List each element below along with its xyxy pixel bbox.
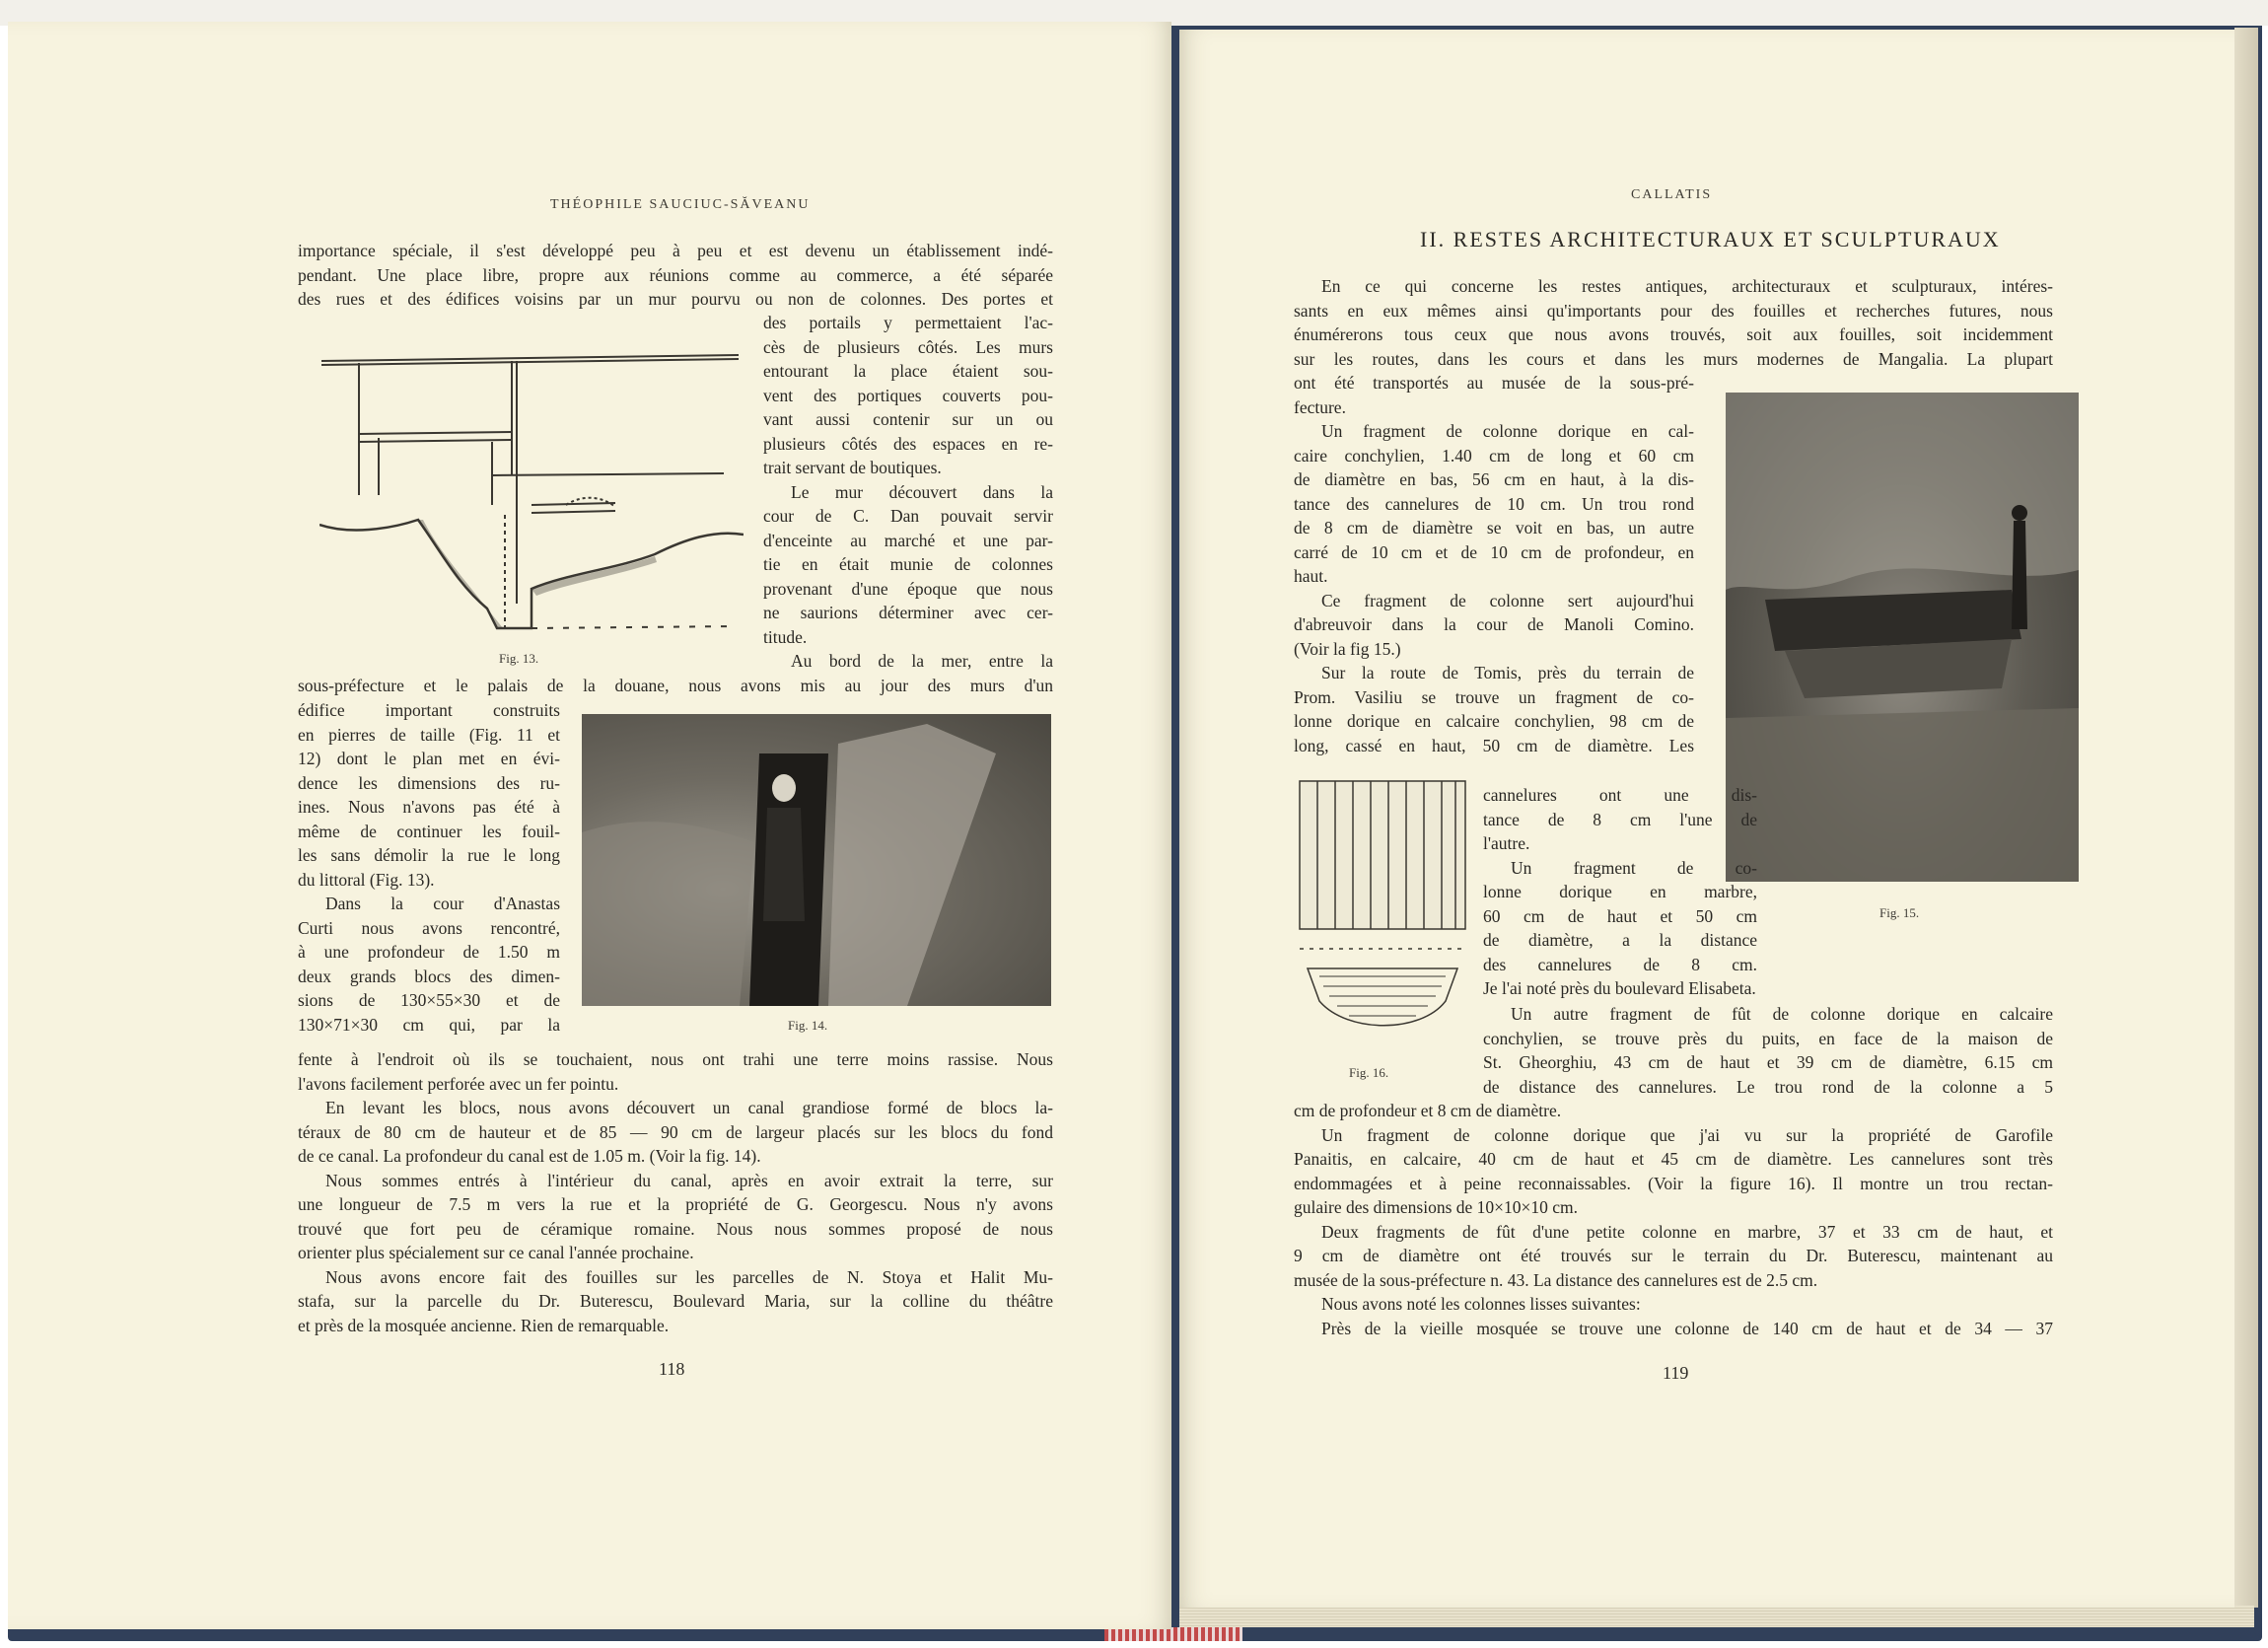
text-line: fente à l'endroit où ils se touchaient, nous ont trahi une terre moins rassise. Nous — [298, 1049, 1053, 1069]
text-line: Près de la vieille mosquée se trouve une colonne de 140 cm de haut et de 34 — 37 — [1321, 1318, 2053, 1338]
text-line: lonne dorique en marbre, — [1483, 882, 1757, 901]
text-line: des portails y permettaient l'ac- — [763, 313, 1053, 332]
text-line: tance des cannelures de 10 cm. Un trou rond — [1294, 493, 1694, 514]
left-top-text — [298, 239, 1053, 312]
text-line: vant aussi contenir sur un ou — [763, 409, 1053, 429]
text-line: Nous avons noté les colonnes lisses suivantes: — [1321, 1294, 1641, 1314]
text-line: à une profondeur de 1.50 m — [298, 942, 560, 962]
text-line: importance spéciale, il s'est développé peu à peu et est devenu un établissement indé- — [298, 241, 1053, 260]
text-line: l'autre. — [1483, 833, 1530, 853]
text-line: l'avons facilement perforée avec un fer pointu. — [298, 1073, 619, 1094]
text-line: téraux de 80 cm de hauteur et de 85 — 90 cm de largeur placés sur les blocs du fond — [298, 1121, 1053, 1142]
text-line: entourant la place étaient sou- — [763, 361, 1053, 381]
text-line: ines. Nous n'avons pas été à — [298, 797, 560, 817]
text-line: St. Gheorghiu, 43 cm de haut et 39 cm de diamètre, 6.15 cm — [1483, 1052, 2053, 1072]
text-line: lonne dorique en calcaire conchylien, 98 cm de — [1294, 711, 1694, 731]
text-line: une longueur de 7.5 m vers la rue et la propriété de G. Georgescu. Nous n'y avons — [298, 1194, 1053, 1214]
text-line: Nous sommes entrés à l'intérieur du canal, après en avoir extrait la terre, sur — [325, 1170, 1053, 1190]
fig15-photo — [1726, 393, 2079, 882]
fig16-column-drawing — [1298, 779, 1470, 1045]
fig15-caption: Fig. 15. — [1879, 905, 1920, 920]
text-line: de diamètre, a la distance — [1483, 930, 1757, 950]
text-line: Un fragment de colonne dorique que j'ai vu sur la propriété de Garofile — [1321, 1124, 2053, 1145]
right-fig16-side-text — [1483, 1002, 2053, 1099]
text-line: des rues et des édifices voisins par un mur pourvu ou non de colonnes. Des portes et — [298, 289, 1053, 309]
fig13-caption: Fig. 13. — [499, 651, 539, 666]
text-line: cour de C. Dan pouvait servir — [763, 506, 1053, 526]
fig14-photo — [582, 714, 1051, 1006]
right-middle-column-text — [1483, 783, 1757, 1001]
text-line: sants en eux mêmes ainsi qu'importants pour des fouilles et recherches futures, nous — [1294, 300, 2053, 321]
text-line: même de continuer les fouil- — [298, 821, 560, 841]
text-line: 9 cm de diamètre ont été trouvés sur le terrain du Dr. Buterescu, maintenant au — [1294, 1246, 2053, 1265]
left-page-number: 118 — [659, 1359, 685, 1379]
right-page-number: 119 — [1663, 1363, 1689, 1383]
text-line: pendant. Une place libre, propre aux réunions comme au commerce, a été séparée — [298, 264, 1053, 285]
text-line: orienter plus spécialement sur ce canal l'année prochaine. — [298, 1243, 694, 1262]
text-line: Deux fragments de fût d'une petite colonne en marbre, 37 et 33 cm de haut, et — [1321, 1221, 2053, 1242]
left-bottom-text — [298, 1047, 1053, 1337]
section-title: II. RESTES ARCHITECTURAUX ET SCULPTURAUX — [1420, 227, 2001, 251]
fig16-caption: Fig. 16. — [1349, 1065, 1389, 1080]
text-line: endommagées et à peine reconnaissables. (Voir la figure 16). Il montre un trou rectan- — [1294, 1173, 2053, 1193]
text-line: caire conchylien, 1.40 cm de long et 60 cm — [1294, 445, 1694, 466]
text-line: de diamètre en bas, 56 cm en haut, à la dis- — [1294, 469, 1694, 489]
text-line: conchylien, se trouve près du puits, en face de la maison de — [1483, 1028, 2053, 1048]
text-line: Panaitis, en calcaire, 40 cm de haut et 45 cm de diamètre. Les cannelures sont très — [1294, 1149, 2053, 1169]
text-line: (Voir la fig 15.) — [1294, 638, 1401, 659]
text-line: trouvé que fort peu de céramique romaine. Nous nous sommes proposé de nous — [298, 1218, 1053, 1239]
text-line: et près de la mosquée ancienne. Rien de remarquable. — [298, 1315, 670, 1335]
text-line: ne saurions déterminer avec cer- — [763, 603, 1053, 622]
right-left-column-text — [1294, 371, 1694, 757]
text-line: Ce fragment de colonne sert aujourd'hui — [1321, 590, 1694, 610]
left-running-head: THÉOPHILE SAUCIUC-SĂVEANU — [550, 197, 811, 212]
text-line: tance de 8 cm l'une de — [1483, 809, 1757, 829]
text-line: provenant d'une époque que nous — [763, 578, 1053, 599]
text-line: de distance des cannelures. Le trou rond de la colonne a 5 — [1483, 1076, 2053, 1097]
text-line: sions de 130×55×30 et de — [298, 990, 560, 1010]
text-line: deux grands blocs des dimen- — [298, 966, 560, 986]
text-line: Un fragment de colonne dorique en cal- — [1321, 421, 1694, 441]
text-line: cannelures ont une dis- — [1483, 785, 1757, 805]
text-line: en pierres de taille (Fig. 11 et — [298, 724, 560, 745]
left-right-column-text — [763, 311, 1053, 674]
text-line: les sans démolir la rue le long — [298, 845, 560, 865]
text-line: Je l'ai noté près du boulevard Elisabeta. — [1483, 978, 1756, 998]
text-line: Sur la route de Tomis, près du terrain de — [1321, 663, 1694, 682]
text-line: édifice important construits — [298, 700, 560, 720]
text-line: fecture. — [1294, 396, 1346, 417]
text-line: Dans la cour d'Anastas — [325, 894, 560, 913]
text-line: Prom. Vasiliu se trouve un fragment de co- — [1294, 686, 1694, 707]
left-left-column-text — [298, 698, 560, 1037]
page-stack-edge — [2234, 28, 2258, 1608]
text-line: long, cassé en haut, 50 cm de diamètre. Les — [1294, 735, 1694, 755]
text-line: plusieurs côtés des espaces en re- — [763, 433, 1053, 454]
text-line: carré de 10 cm et de 10 cm de profondeur, en — [1294, 541, 1694, 562]
left-full-line: sous-préfecture et le palais de la douane, nous avons mis au jour des murs d'un — [298, 676, 1053, 695]
text-line: trait servant de boutiques. — [763, 458, 942, 477]
text-line: énumérerons tous ceux que nous avons trouvés, soit aux fouilles, soit incidemment — [1294, 324, 2053, 344]
text-line: titude. — [763, 626, 808, 647]
text-line: dence les dimensions des ru- — [298, 772, 560, 793]
text-line: En ce qui concerne les restes antiques, architecturaux et sculpturaux, intéres- — [1321, 276, 2053, 296]
left-page — [8, 22, 1171, 1629]
text-line: stafa, sur la parcelle du Dr. Buterescu, Boulevard Maria, sur la colline du théâtre — [298, 1291, 1053, 1311]
text-line: d'abreuvoir dans la cour de Manoli Comino. — [1294, 614, 1694, 634]
text-line: 130×71×30 cm qui, par la — [298, 1014, 560, 1035]
text-line: du littoral (Fig. 13). — [298, 869, 435, 890]
text-line: Nous avons encore fait des fouilles sur les parcelles de N. Stoya et Halit Mu- — [325, 1266, 1053, 1287]
bookmark-ribbon — [1104, 1627, 1242, 1641]
right-page — [1179, 30, 2234, 1608]
text-line: de ce canal. La profondeur du canal est de 1.05 m. (Voir la fig. 14). — [298, 1146, 761, 1166]
text-line: 12) dont le plan met en évi- — [298, 749, 560, 768]
text-line: ont été transportés au musée de la sous-pré- — [1294, 373, 1694, 393]
text-line: cès de plusieurs côtés. Les murs — [763, 336, 1053, 357]
text-line: tie en était munie de colonnes — [763, 554, 1053, 574]
right-intro-text — [1294, 274, 2053, 371]
text-line: sur les routes, dans les cours et dans les murs modernes de Mangalia. La plupart — [1294, 348, 2053, 369]
text-line: d'enceinte au marché et une par- — [763, 530, 1053, 550]
text-line: gulaire des dimensions de 10×10×10 cm. — [1294, 1197, 1579, 1217]
text-line: cm de profondeur et 8 cm de diamètre. — [1294, 1101, 1562, 1120]
right-bottom-text — [1294, 1099, 2053, 1340]
text-line: Le mur découvert dans la — [791, 481, 1053, 502]
text-line: musée de la sous-préfecture n. 43. La distance des cannelures est de 2.5 cm. — [1294, 1269, 1818, 1290]
text-line: Un autre fragment de fût de colonne dorique en calcaire — [1511, 1004, 2053, 1024]
fig13-plan-drawing — [319, 347, 744, 643]
text-line: Au bord de la mer, entre la — [791, 651, 1053, 671]
page-stack-bottom — [1179, 1606, 2254, 1627]
text-line: haut. — [1294, 566, 1328, 586]
text-line: En levant les blocs, nous avons découvert un canal grandiose formé de blocs la- — [325, 1098, 1053, 1117]
text-line: vent des portiques couverts pou- — [763, 385, 1053, 405]
text-line: Un fragment de co- — [1511, 857, 1757, 878]
text-line: 60 cm de haut et 50 cm — [1483, 905, 1757, 926]
text-line: des cannelures de 8 cm. — [1483, 954, 1757, 974]
right-running-head: CALLATIS — [1631, 187, 1713, 202]
text-line: Curti nous avons rencontré, — [298, 917, 560, 938]
fig14-caption: Fig. 14. — [788, 1018, 828, 1033]
text-line: de 8 cm de diamètre se voit en bas, un autre — [1294, 518, 1694, 537]
